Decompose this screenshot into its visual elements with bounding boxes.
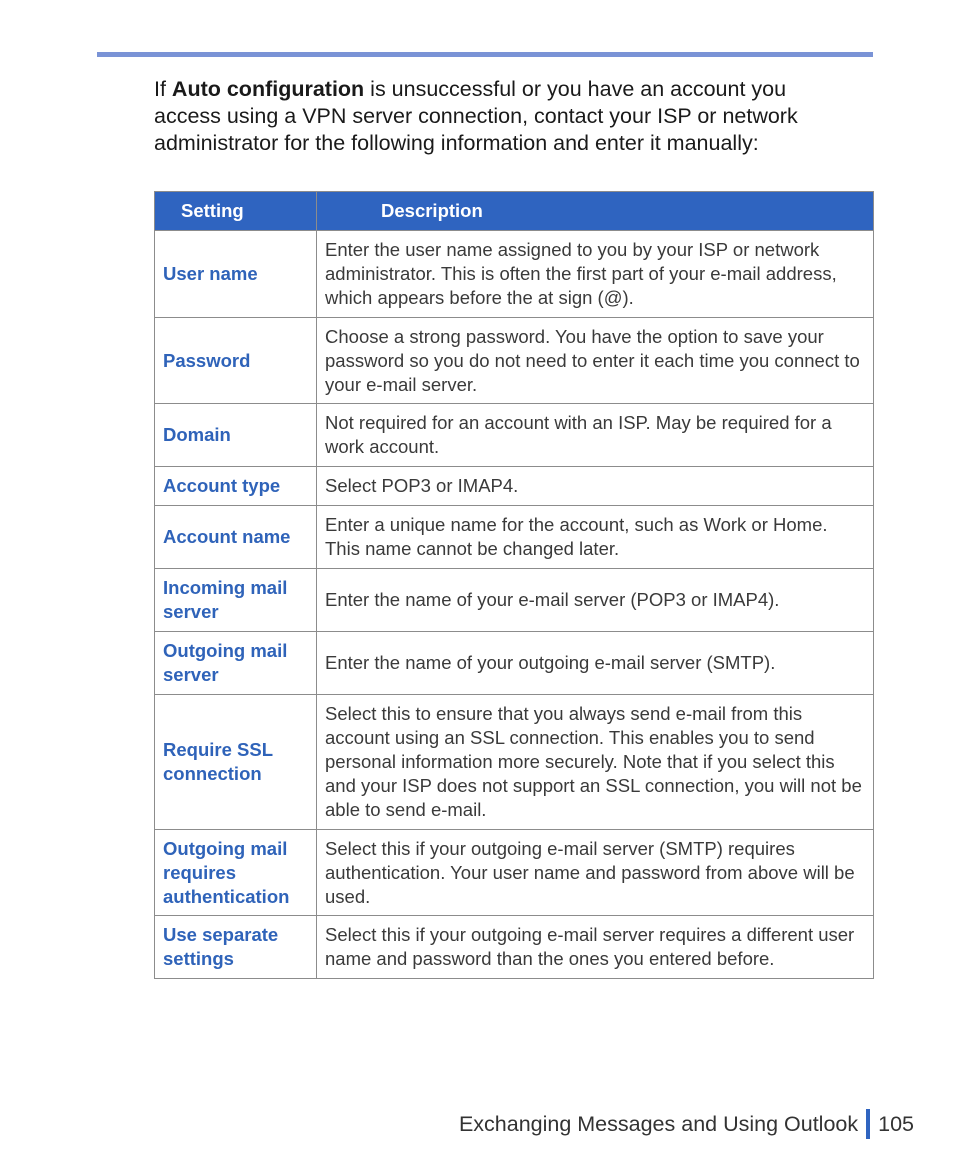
setting-description: Enter a unique name for the account, such as Work or Home. This name cannot be changed later. bbox=[317, 506, 874, 569]
intro-prefix: If bbox=[154, 77, 172, 101]
setting-name: Domain bbox=[155, 404, 317, 467]
table-header-row bbox=[155, 192, 874, 231]
settings-table bbox=[154, 191, 874, 979]
intro-bold-term: Auto configuration bbox=[171, 77, 365, 101]
setting-name: Account name bbox=[155, 506, 317, 569]
setting-description: Not required for an account with an ISP. May be required for a work account. bbox=[317, 404, 874, 467]
table-row bbox=[155, 318, 874, 404]
setting-name: Account type bbox=[155, 467, 317, 506]
table-row bbox=[155, 506, 874, 569]
setting-name: Outgoing mail requires authentication bbox=[155, 830, 317, 916]
setting-name: User name bbox=[155, 231, 317, 318]
table-row bbox=[155, 404, 874, 467]
footer-page-number: 105 bbox=[878, 1111, 914, 1136]
table-row bbox=[155, 695, 874, 830]
setting-name: Outgoing mail server bbox=[155, 632, 317, 695]
table-row bbox=[155, 632, 874, 695]
table-row bbox=[155, 231, 874, 318]
setting-name: Password bbox=[155, 318, 317, 404]
page-footer bbox=[459, 1109, 914, 1139]
table-row bbox=[155, 830, 874, 916]
top-rule bbox=[97, 52, 873, 57]
setting-name: Incoming mail server bbox=[155, 569, 317, 632]
setting-description: Enter the name of your e-mail server (POP3 or IMAP4). bbox=[317, 569, 874, 632]
footer-divider bbox=[866, 1109, 870, 1139]
intro-paragraph bbox=[154, 76, 854, 157]
table-row bbox=[155, 569, 874, 632]
setting-description: Select this to ensure that you always send e-mail from this account using an SSL connection. This enables you to send personal information more securely. Note that if you select this and your ISP does not support an SSL connection, you will not be able to send e-mail. bbox=[317, 695, 874, 830]
intro-suffix: is unsuccessful or you have an account you access using a VPN server connection, contact your ISP or network administrator for the following information and enter it manually: bbox=[154, 77, 798, 155]
setting-description: Enter the user name assigned to you by your ISP or network administrator. This is often the first part of your e-mail address, which appears before the at sign (@). bbox=[317, 231, 874, 318]
setting-description: Select this if your outgoing e-mail server requires a different user name and password than the ones you entered before. bbox=[317, 916, 874, 979]
setting-description: Select POP3 or IMAP4. bbox=[317, 467, 874, 506]
table-row bbox=[155, 467, 874, 506]
footer-chapter-title: Exchanging Messages and Using Outlook bbox=[458, 1111, 859, 1136]
setting-name: Require SSL connection bbox=[155, 695, 317, 830]
setting-name: Use separate settings bbox=[155, 916, 317, 979]
setting-description: Choose a strong password. You have the option to save your password so you do not need to enter it each time you connect to your e-mail server. bbox=[317, 318, 874, 404]
setting-description: Enter the name of your outgoing e-mail server (SMTP). bbox=[317, 632, 874, 695]
header-description: Description bbox=[317, 192, 874, 231]
header-setting: Setting bbox=[155, 192, 317, 231]
setting-description: Select this if your outgoing e-mail server (SMTP) requires authentication. Your user name and password from above will be used. bbox=[317, 830, 874, 916]
table-row bbox=[155, 916, 874, 979]
